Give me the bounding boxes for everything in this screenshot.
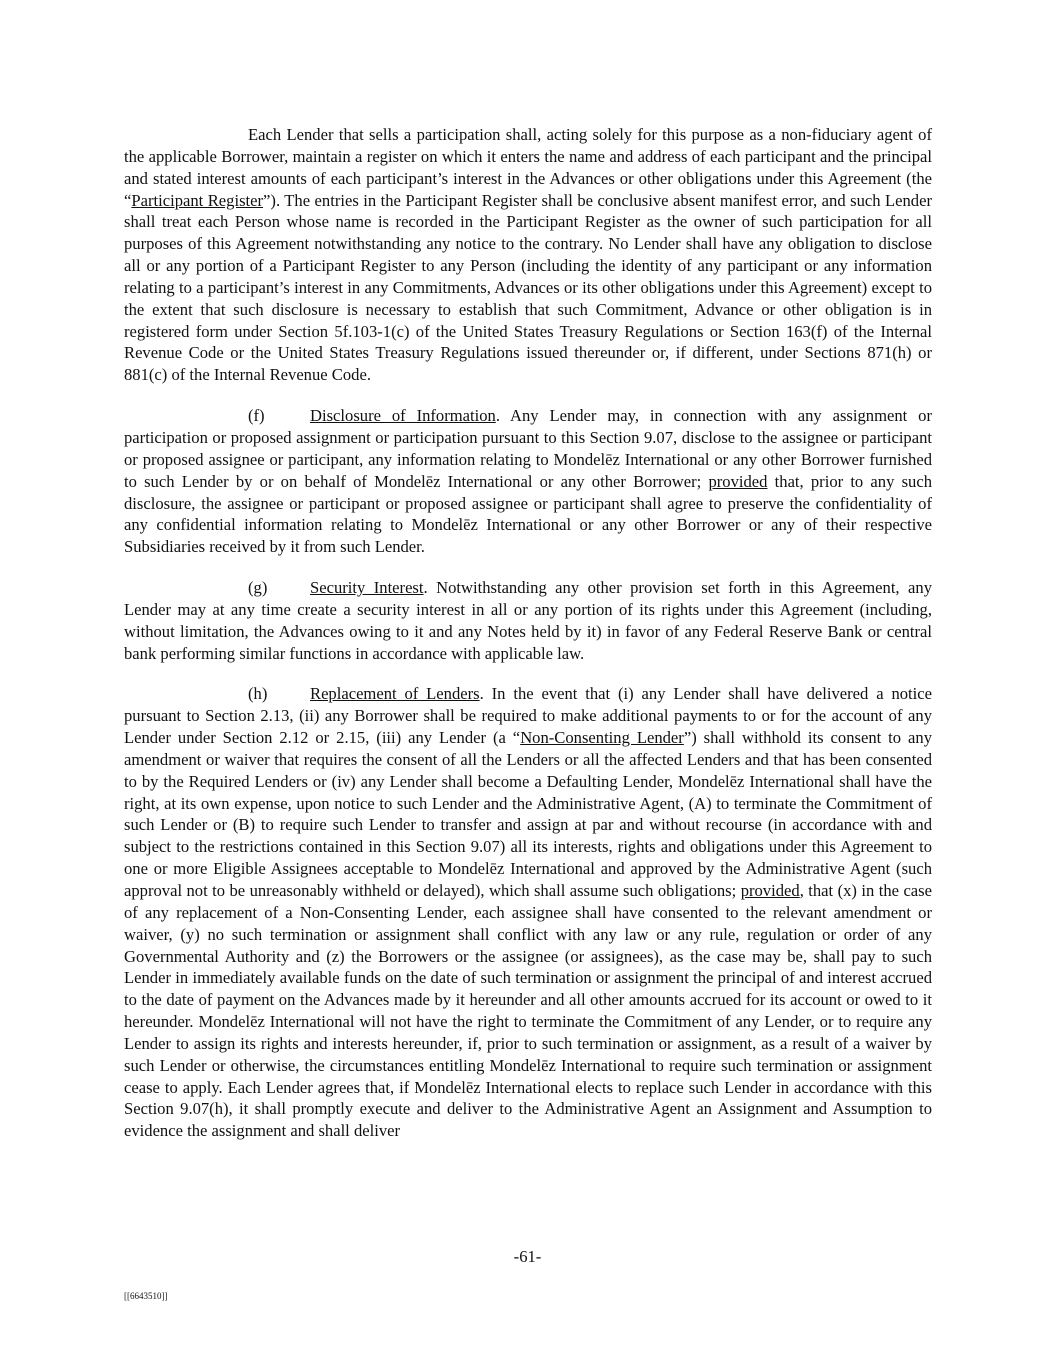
paragraph-text: , that (x) in the case of any replacement of a Non-Consenting Lender, each assignee shall have consented to the relevant amendment or waiver, (y) no such termination or assignment shall conflict with any law or any rule, regulation or order of any Governmental Authority and (z) the Borrowers or the assignee (or assignees), as the case may be, shall pay to such Lender in immediately available funds on the date of such termination or assignment the principal of and interest accrued to the date of payment on the Advances made by it hereunder and all other amounts accrued for its account or owed to it hereunder. Mondelēz International will not have the right to terminate the Commitment of any Lender, or to require any Lender to assign its rights and interests hereunder, if, prior to such termination or assignment, as a result of a waiver by such Lender or otherwise, the circumstances entitling Mondelēz International to require such termination or assignment cease to apply. Each Lender agrees that, if Mondelēz International elects to replace such Lender in accordance with this Section 9.07(h), it shall promptly execute and deliver to the Administrative Agent an Assignment and Assumption to evidence the assignment and shall deliver (124, 881, 932, 1141)
section-heading: Security Interest (310, 578, 424, 598)
paragraph-text: Each Lender that sells a participation shall, acting solely for this purpose as a non-fiduciary agent of the applicable Borrower, maintain a register on which it enters the name and address of each participant and the principal and stated interest amounts of each participant’s interest in the Advances or other obligations under this Agreement (the “ (124, 125, 932, 210)
section-h-replacement-of-lenders (124, 683, 932, 1142)
paragraph-text: . In the event that (i) any Lender shall have delivered a notice pursuant to Section 2.13, (ii) any Borrower shall be required to make additional payments to or for the account of any Lender under Section 2.12 or 2.15, (iii) any Lender (a “ (124, 684, 932, 748)
paragraph-participant-register (124, 124, 932, 386)
section-heading: Disclosure of Information (310, 406, 496, 426)
page-body (124, 124, 932, 1161)
underlined-term-provided: provided (708, 471, 768, 491)
section-number: (f) (248, 406, 265, 426)
paragraph-text: . Notwithstanding any other provision set forth in this Agreement, any Lender may at any time create a security interest in all or any portion of its rights under this Agreement (including, without limitation, the Advances owing to it and any Notes held by it) in favor of any Federal Reserve Bank or central bank performing similar functions in accordance with applicable law. (124, 578, 932, 663)
section-number: (g) (248, 578, 268, 598)
paragraph-text: that, prior to any such disclosure, the assignee or participant or proposed assignee or participant shall agree to preserve the confidentiality of any confidential information relating to Mondelēz International or any other Borrower or any of their respective Subsidiaries received by it from such Lender. (124, 471, 932, 557)
paragraph-text: ”). The entries in the Participant Register shall be conclusive absent manifest error, and such Lender shall treat each Person whose name is recorded in the Participant Register as the owner of such participation for all purposes of this Agreement notwithstanding any notice to the contrary. No Lender shall have any obligation to disclose all or any portion of a Participant Register to any Person (including the identity of any participant or any information relating to a participant’s interest in any Commitments, Advances or its other obligations under this Agreement) except to the extent that such disclosure is necessary to establish that such Commitment, Advance or other obligation is in registered form under Section 5f.103-1(c) of the United States Treasury Regulations or Section 163(f) of the Internal Revenue Code or the United States Treasury Regulations issued thereunder or, if different, under Sections 871(h) or 881(c) of the Internal Revenue Code. (124, 190, 932, 385)
underlined-term-provided: provided (740, 881, 800, 900)
paragraph-text: ”) shall withhold its consent to any amendment or waiver that requires the consent of all the Lenders or all the affected Lenders and that has been consented to by the Required Lenders or (iv) any Lender shall become a Defaulting Lender, Mondelēz International shall have the right, at its own expense, upon notice to such Lender and the Administrative Agent, (A) to terminate the Commitment of such Lender or (B) to require such Lender to transfer and assign at par and without recourse (in accordance with and subject to the restrictions contained in this Section 9.07) all its interests, rights and obligations under this Agreement to one or more Eligible Assignees acceptable to Mondelēz International and approved by the Administrative Agent (such approval not to be unreasonably withheld or delayed), which shall assume such obligations; (124, 728, 932, 900)
page-number: -61- (513, 1247, 542, 1266)
section-number: (h) (248, 684, 268, 704)
section-g-security-interest (124, 577, 932, 664)
defined-term-non-consenting-lender: Non-Consenting Lender (520, 728, 684, 748)
section-heading: Replacement of Lenders (310, 684, 480, 704)
defined-term-participant-register: Participant Register (131, 190, 264, 210)
paragraph-text: . Any Lender may, in connection with any assignment or participation or proposed assignment or participation pursuant to this Section 9.07, disclose to the assignee or participant or proposed assignee or participant, any information relating to Mondelēz International or any other Borrower furnished to such Lender by or on behalf of Mondelēz International or any other Borrower; (124, 406, 932, 491)
document-id: [[6643510]] (124, 1291, 168, 1301)
section-f-disclosure-of-information (124, 405, 932, 558)
